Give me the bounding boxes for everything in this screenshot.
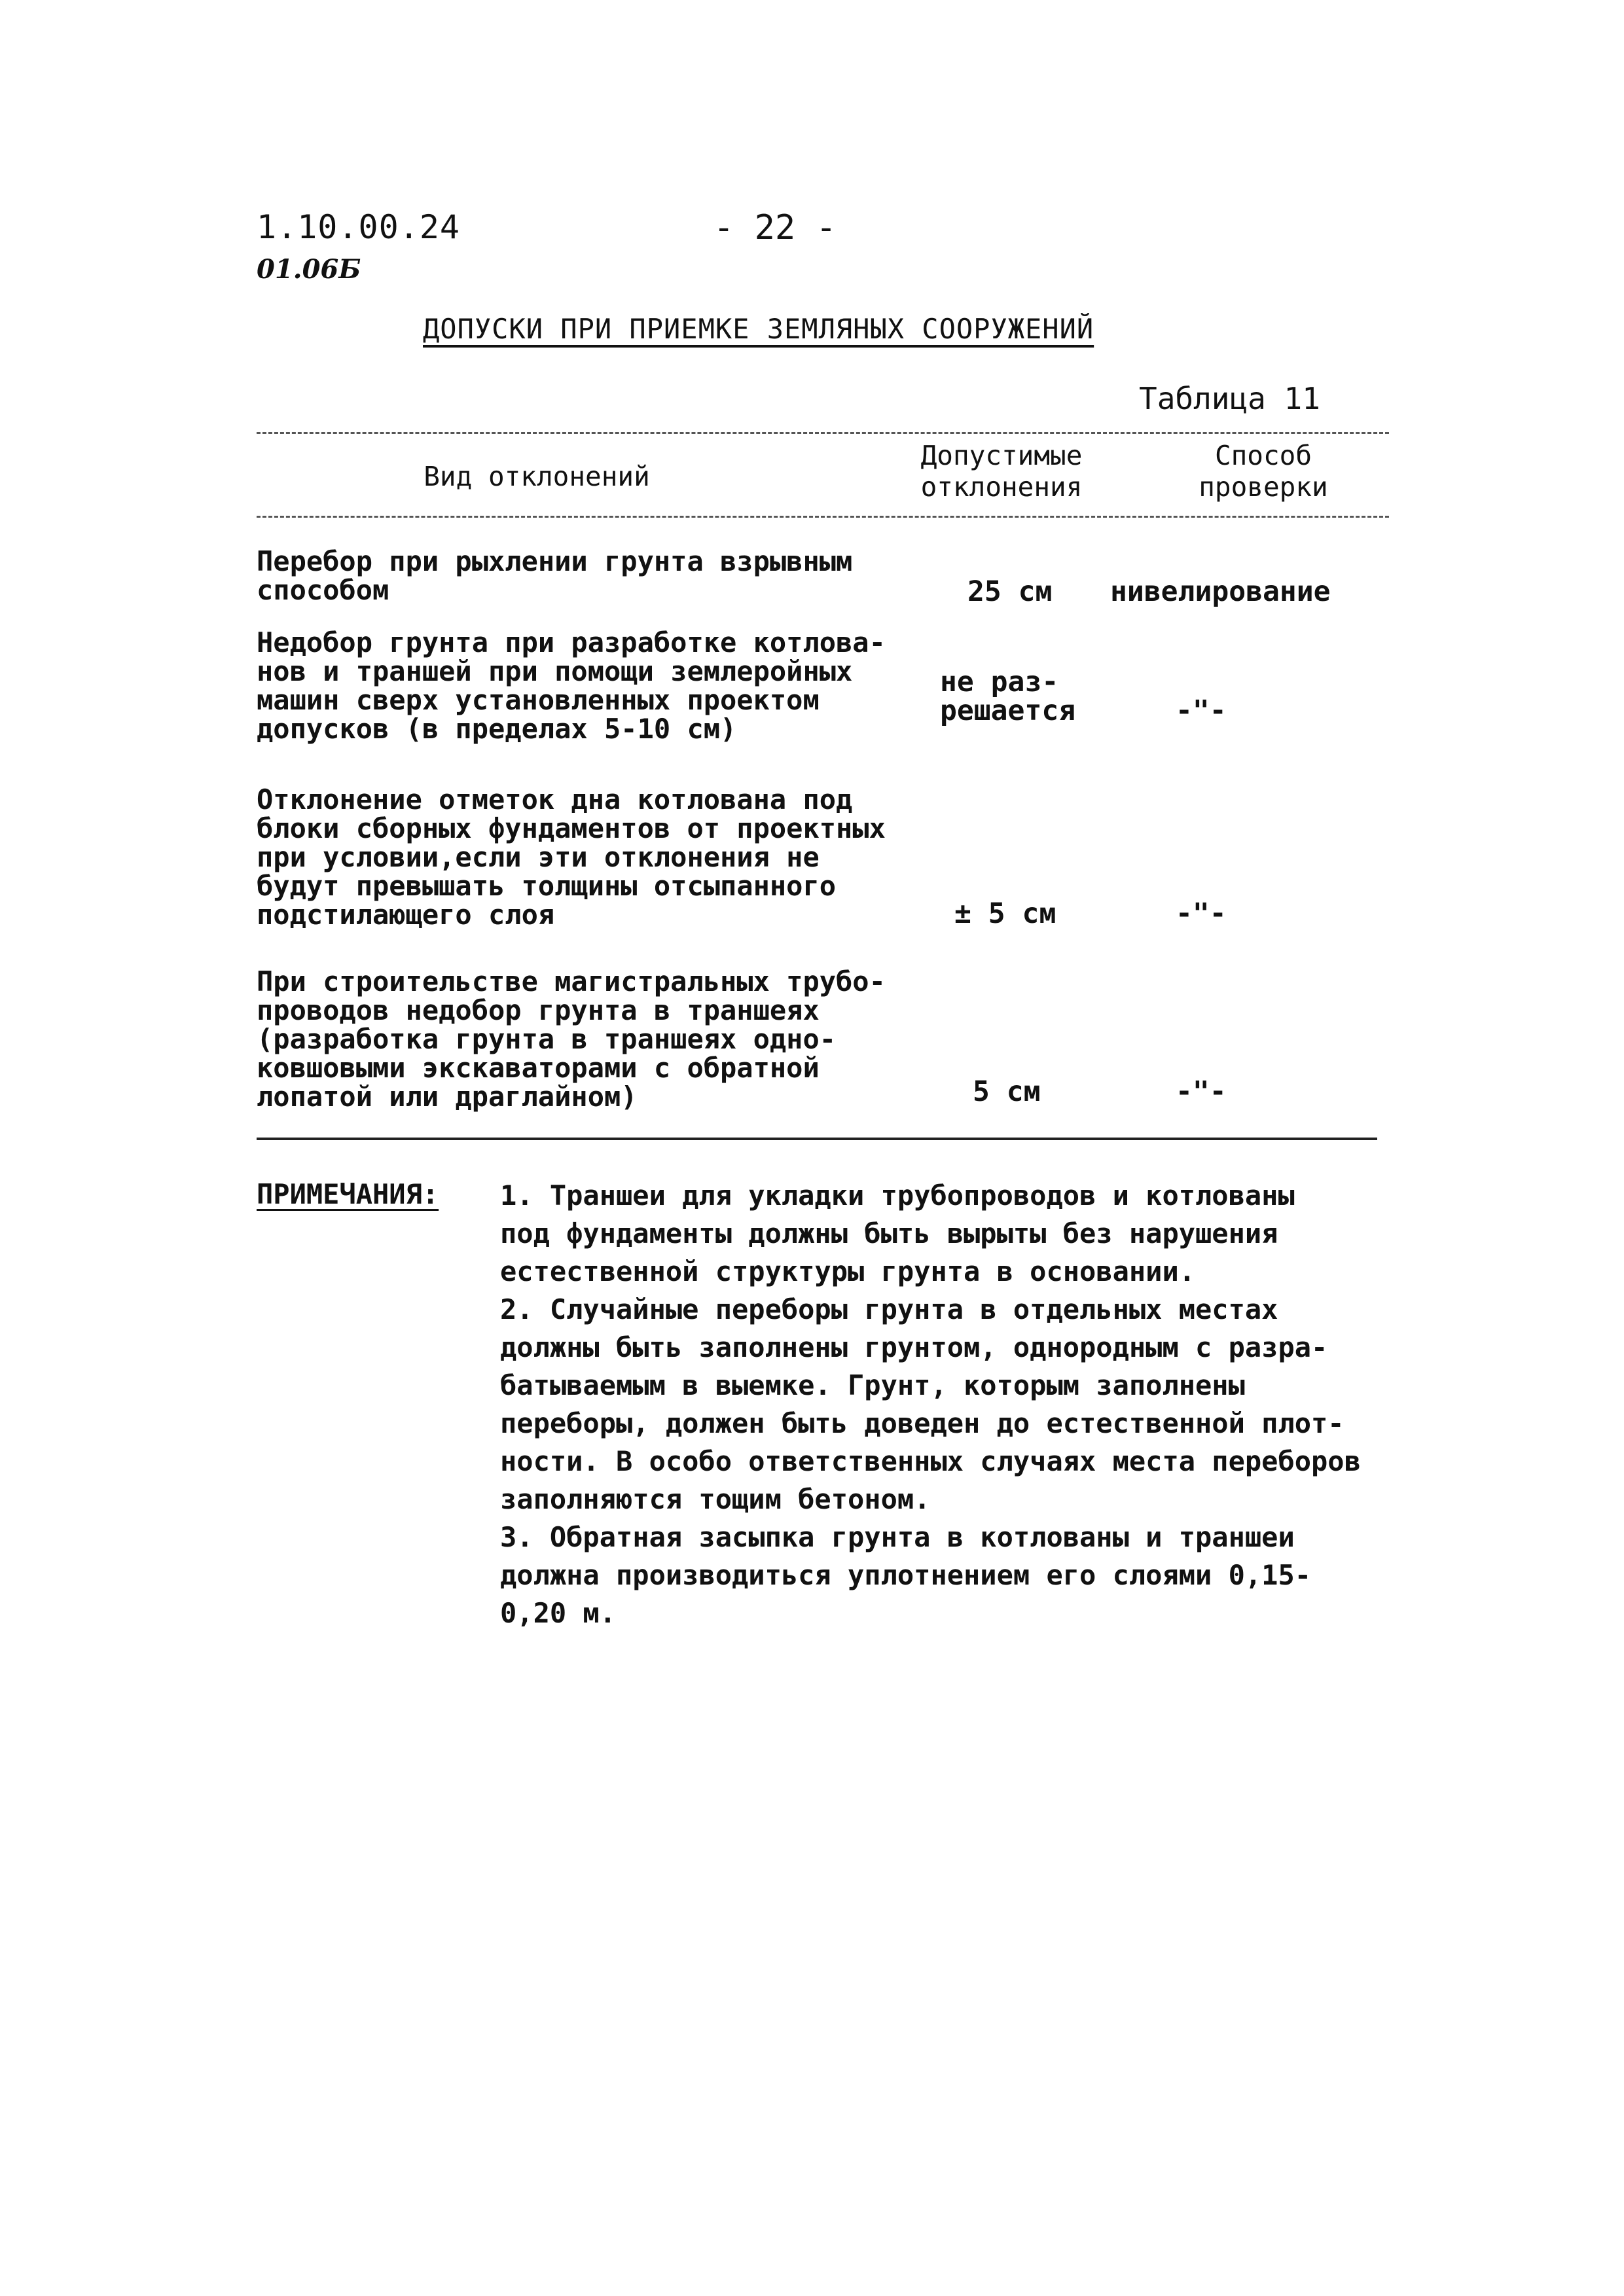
table-top-rule [257, 432, 1389, 434]
notes-title: ПРИМЕЧАНИЯ: [257, 1178, 439, 1210]
table-row-type: При строительстве магистральных трубо- проводов недобор грунта в траншеях (разработка грунта в траншеях одно- ковшовыми экскаваторами с обратной лопатой или драглайном) [257, 965, 886, 1113]
note-line: должна производиться уплотнением его слоями 0,15- [500, 1559, 1312, 1591]
table-row-method: -"- [1176, 1075, 1227, 1108]
table-row-method: -"- [1176, 694, 1227, 727]
note-line: переборы, должен быть доведен до естественной плот- [500, 1407, 1344, 1439]
column-header-method [1165, 440, 1362, 503]
table-row-value: 5 см [973, 1075, 1041, 1108]
table-label: Таблица 11 [1139, 381, 1320, 416]
note-line: должны быть заполнены грунтом, однородным с разра- [500, 1331, 1328, 1363]
page-number: - 22 - [713, 208, 837, 247]
table-row-type: Перебор при рыхлении грунта взрывным способом [257, 545, 853, 606]
note-line: 2. Случайные переборы грунта в отдельных местах [500, 1293, 1278, 1325]
table-row-method: -"- [1176, 897, 1227, 930]
column-header-method-line2: проверки [1199, 471, 1328, 503]
note-line: ности. В особо ответственных случаях места переборов [500, 1445, 1361, 1477]
page-title: ДОПУСКИ ПРИ ПРИЕМКЕ ЗЕМЛЯНЫХ СООРУЖЕНИЙ [423, 313, 1094, 345]
note-line: естественной структуры грунта в основании. [500, 1255, 1196, 1287]
note-line: 1. Траншеи для укладки трубопроводов и котлованы [500, 1179, 1295, 1211]
table-bottom-rule [257, 1138, 1377, 1140]
table-row-type: Недобор грунта при разработке котлова- нов и траншей при помощи землеройных машин сверх установленных проектом допусков (в пределах 5-10 см) [257, 626, 886, 745]
note-line: 3. Обратная засыпка грунта в котлованы и траншеи [500, 1521, 1295, 1553]
note-line: заполняются тощим бетоном. [500, 1483, 931, 1515]
note-line: под фундаменты должны быть вырыты без нарушения [500, 1217, 1278, 1249]
column-header-allowed-line2: отклонения [920, 471, 1083, 503]
column-header-allowed-line1: Допустимые [920, 440, 1083, 471]
table-row-value: не раз- решается [940, 666, 1076, 727]
table-row-method: нивелирование [1110, 575, 1331, 608]
table-row-value: ± 5 см [954, 897, 1056, 930]
column-header-type: Вид отклонений [424, 461, 650, 492]
table-row-type: Отклонение отметок дна котлована под блоки сборных фундаментов от проектных при условии,если эти отклонения не будут превышать толщины отсыпанного подстилающего слоя [257, 783, 886, 931]
handwritten-mark: 01.06Б [257, 254, 361, 285]
column-header-method-line1: Способ [1214, 440, 1312, 471]
document-code: 1.10.00.24 [257, 208, 461, 246]
note-line: 0,20 м. [500, 1597, 617, 1629]
table-row-value: 25 см [967, 575, 1053, 608]
column-header-allowed [897, 440, 1106, 503]
table-header-rule [257, 516, 1389, 518]
note-line: батываемым в выемке. Грунт, которым заполнены [500, 1369, 1245, 1401]
